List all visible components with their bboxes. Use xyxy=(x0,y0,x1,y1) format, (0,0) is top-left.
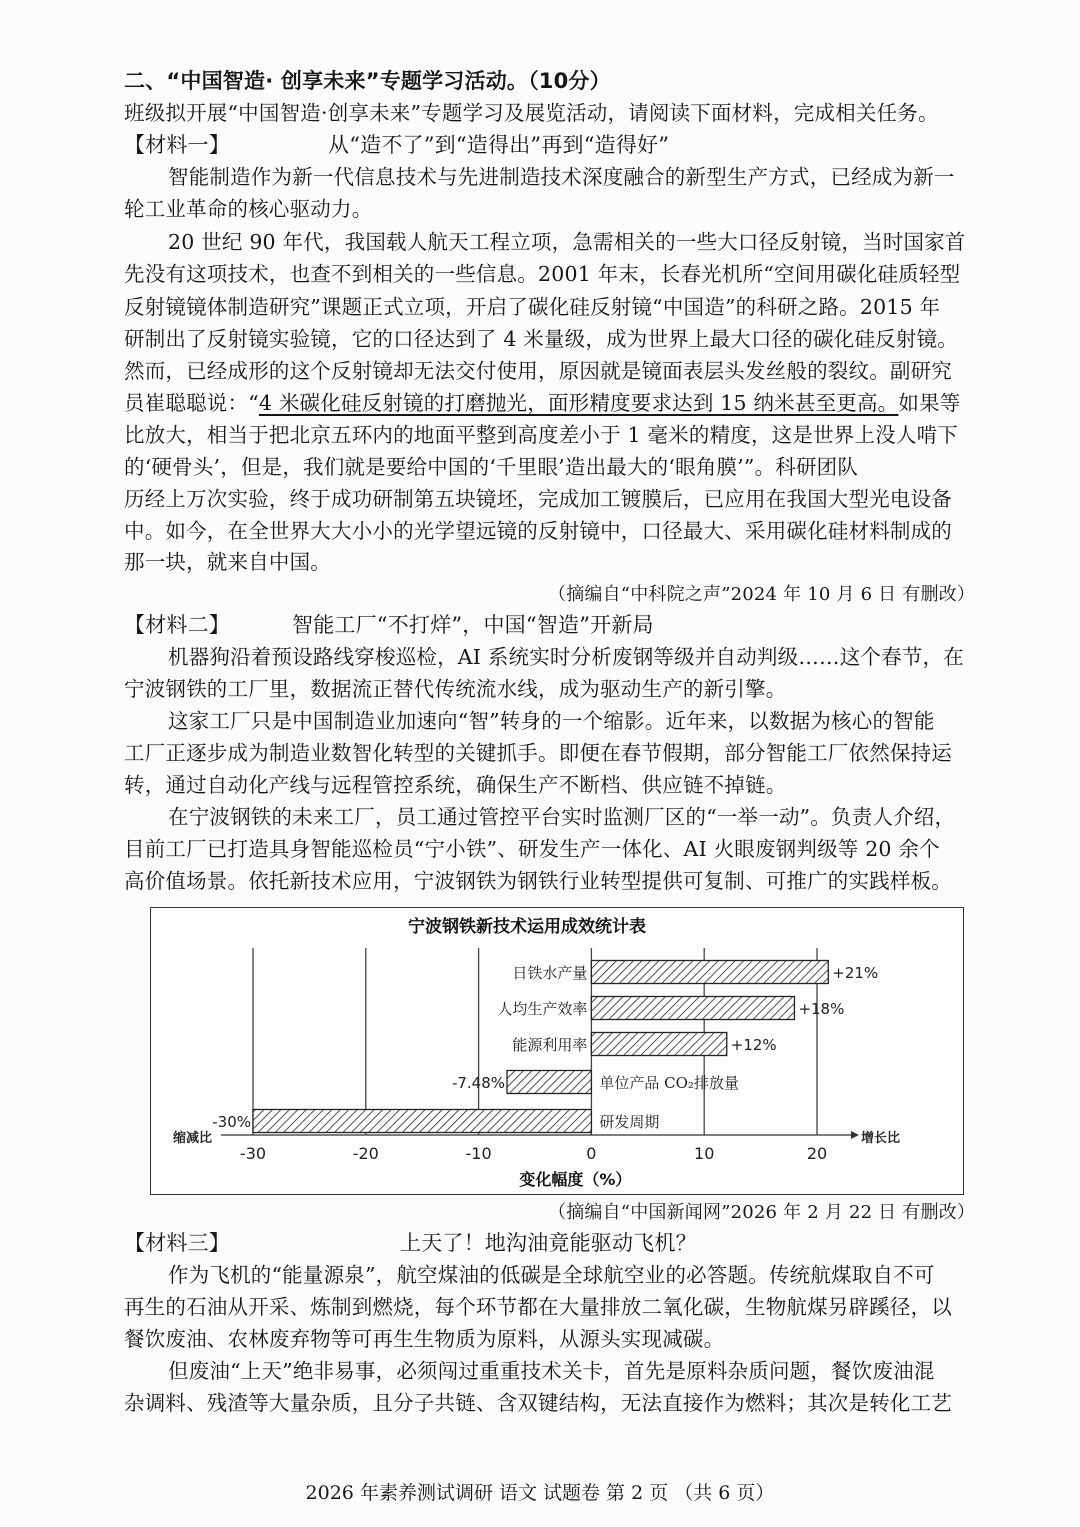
chart-bar xyxy=(507,1071,591,1094)
material1-paragraph-line: 20 世纪 90 年代，我国载人航天工程立项，急需相关的一些大口径反射镜，当时国家首 xyxy=(168,230,966,254)
chart-x-axis-title: 变化幅度（%） xyxy=(519,1170,632,1189)
underlined-quote: 4 米碳化硅反射镜的打磨抛光，面形精度要求达到 15 纳米甚至更高。 xyxy=(258,391,899,415)
quote-continuation: 如果等 xyxy=(898,391,961,415)
material1-paragraph-line: 那一块，就来自中国。 xyxy=(124,550,331,574)
material1-paragraph-line: 比放大，相当于把北京五环内的地面平整到高度差小于 1 毫米的精度，这是世界上没人啃下 xyxy=(124,423,958,447)
material2-paragraph-line: 机器狗沿着预设路线穿梭巡检，AI 系统实时分析废钢等级并自动判级……这个春节，在 xyxy=(168,645,964,669)
section-title: 二、“中国智造· 创享未来”专题学习活动。（10分） xyxy=(124,69,611,93)
material3-title: 上天了！地沟油竟能驱动飞机？ xyxy=(400,1231,697,1255)
material2-label: 【材料二】 xyxy=(124,613,230,637)
page-footer: 2026 年素养测试调研 语文 试题卷 第 2 页 （共 6 页） xyxy=(305,1482,775,1504)
chart-left-end-label: 缩减比 xyxy=(173,1131,213,1146)
material2-paragraph-line: 目前工厂已打造具身智能巡检员“宁小铁”、研发生产一体化、AI 火眼废钢判级等 20 余个 xyxy=(124,837,940,861)
chart-bar xyxy=(253,1110,591,1133)
chart-category-label: 单位产品 CO₂排放量 xyxy=(599,1074,739,1092)
material3-paragraph-line: 餐饮废油、农林废弃物等可再生生物质为原料，从源头实现减碳。 xyxy=(124,1327,725,1351)
material1-label: 【材料一】 xyxy=(124,133,230,157)
material1-paragraph-line: 先没有这项技术，也查不到相关的一些信息。2001 年末，长春光机所“空间用碳化硅质轻型 xyxy=(124,262,961,286)
material3-paragraph-line: 作为飞机的“能量源泉”，航空煤油的低碳是全球航空业的必答题。传统航煤取自不可 xyxy=(168,1263,935,1287)
section-intro: 班级拟开展“中国智造·创享未来”专题学习及展览活动，请阅读下面材料，完成相关任务。 xyxy=(124,101,939,125)
chart-tick-label: -30 xyxy=(239,1144,267,1163)
material3-paragraph-line: 但废油“上天”绝非易事，必须闯过重重技术关卡，首先是原料杂质问题，餐饮废油混 xyxy=(168,1359,935,1383)
chart-title: 宁波钢铁新技术运用成效统计表 xyxy=(408,917,646,937)
material1-paragraph-line: 轮工业革命的核心驱动力。 xyxy=(124,197,373,221)
material2-paragraph-line: 工厂正逐步成为制造业数智化转型的关键抓手。即便在春节假期，部分智能工厂依然保持运 xyxy=(124,741,952,765)
material1-title: 从“造不了”到“造得出”再到“造得好” xyxy=(328,133,670,157)
chart-bar xyxy=(591,997,794,1020)
material1-paragraph-line: 的‘硬骨头’，但是，我们就是要给中国的‘千里眼’造出最大的‘眼角膜’”。科研团队 xyxy=(124,455,859,479)
chart-bar xyxy=(591,961,828,984)
chart-value-label: -7.48% xyxy=(451,1074,506,1092)
chart-tick-label: -20 xyxy=(352,1144,379,1163)
material2-paragraph-line: 高价值场景。依托新技术应用，宁波钢铁为钢铁行业转型提供可复制、可推广的实践样板。 xyxy=(124,869,952,893)
chart-category-label: 研发周期 xyxy=(599,1113,660,1131)
material2-paragraph-line: 在宁波钢铁的未来工厂，员工通过管控平台实时监测厂区的“一举一动”。负责人介绍， xyxy=(168,805,956,829)
chart-right-end-label: 增长比 xyxy=(861,1131,901,1146)
chart-tick-label: 10 xyxy=(694,1144,715,1163)
material1-paragraph-line: 反射镜镜体制造研究”课题正式立项，开启了碳化硅反射镜“中国造”的科研之路。2015 年 xyxy=(124,295,941,319)
chart-tick-label: 0 xyxy=(586,1144,597,1163)
material2-paragraph-line: 这家工厂只是中国制造业加速向“智”转身的一个缩影。近年来，以数据为核心的智能 xyxy=(168,709,935,733)
chart-bar xyxy=(591,1033,726,1056)
chart-category-label: 人均生产效率 xyxy=(497,1000,588,1018)
bar-chart-frame xyxy=(150,907,964,1195)
material2-source: （摘编自“中国新闻网”2026 年 2 月 22 日 有删改） xyxy=(548,1202,976,1223)
material3-label: 【材料三】 xyxy=(124,1231,230,1255)
material1-paragraph-line: 智能制造作为新一代信息技术与先进制造技术深度融合的新型生产方式，已经成为新一 xyxy=(168,165,955,189)
chart-axis-arrow-icon xyxy=(851,1131,859,1139)
chart-category-label: 日铁水产量 xyxy=(512,964,588,982)
chart-value-label: +18% xyxy=(798,1000,845,1018)
material2-paragraph-line: 转，通过自动化产线与远程管控系统，确保生产不断档、供应链不掉链。 xyxy=(124,773,787,797)
chart-value-label: +21% xyxy=(832,964,879,982)
material1-paragraph-line: 历经上万次实验，终于成功研制第五块镜坯，完成加工镀膜后，已应用在我国大型光电设备 xyxy=(124,487,952,511)
material1-paragraph-line: 然而，已经成形的这个反射镜却无法交付使用，原因就是镜面表层头发丝般的裂纹。副研究 xyxy=(124,359,952,383)
material2-paragraph-line: 宁波钢铁的工厂里，数据流正替代传统流水线，成为驱动生产的新引擎。 xyxy=(124,677,787,701)
chart-category-label: 能源利用率 xyxy=(512,1036,588,1054)
quote-intro: 员崔聪聪说：“ xyxy=(124,391,259,415)
material3-paragraph-line: 杂调料、残渣等大量杂质，且分子共链、含双键结构，无法直接作为燃料；其次是转化工艺 xyxy=(124,1391,952,1415)
bar-chart xyxy=(151,908,963,1194)
chart-value-label: -30% xyxy=(212,1113,251,1131)
material1-paragraph-line: 中。如今，在全世界大大小小的光学望远镜的反射镜中，口径最大、采用碳化硅材料制成的 xyxy=(124,519,952,543)
material3-paragraph-line: 再生的石油从开采、炼制到燃烧，每个环节都在大量排放二氧化碳，生物航煤另辟蹊径，以 xyxy=(124,1295,952,1319)
chart-tick-label: -10 xyxy=(465,1144,492,1163)
chart-tick-label: 20 xyxy=(806,1144,828,1163)
chart-value-label: +12% xyxy=(730,1036,777,1054)
material1-paragraph-line: 研制出了反射镜实验镜，它的口径达到了 4 米量级，成为世界上最大口径的碳化硅反射镜。 xyxy=(124,327,958,351)
material1-quote-line xyxy=(124,390,960,416)
material1-source: （摘编自“中科院之声”2024 年 10 月 6 日 有删改） xyxy=(548,584,976,605)
material2-title: 智能工厂“不打烊”，中国“智造”开新局 xyxy=(292,613,654,637)
